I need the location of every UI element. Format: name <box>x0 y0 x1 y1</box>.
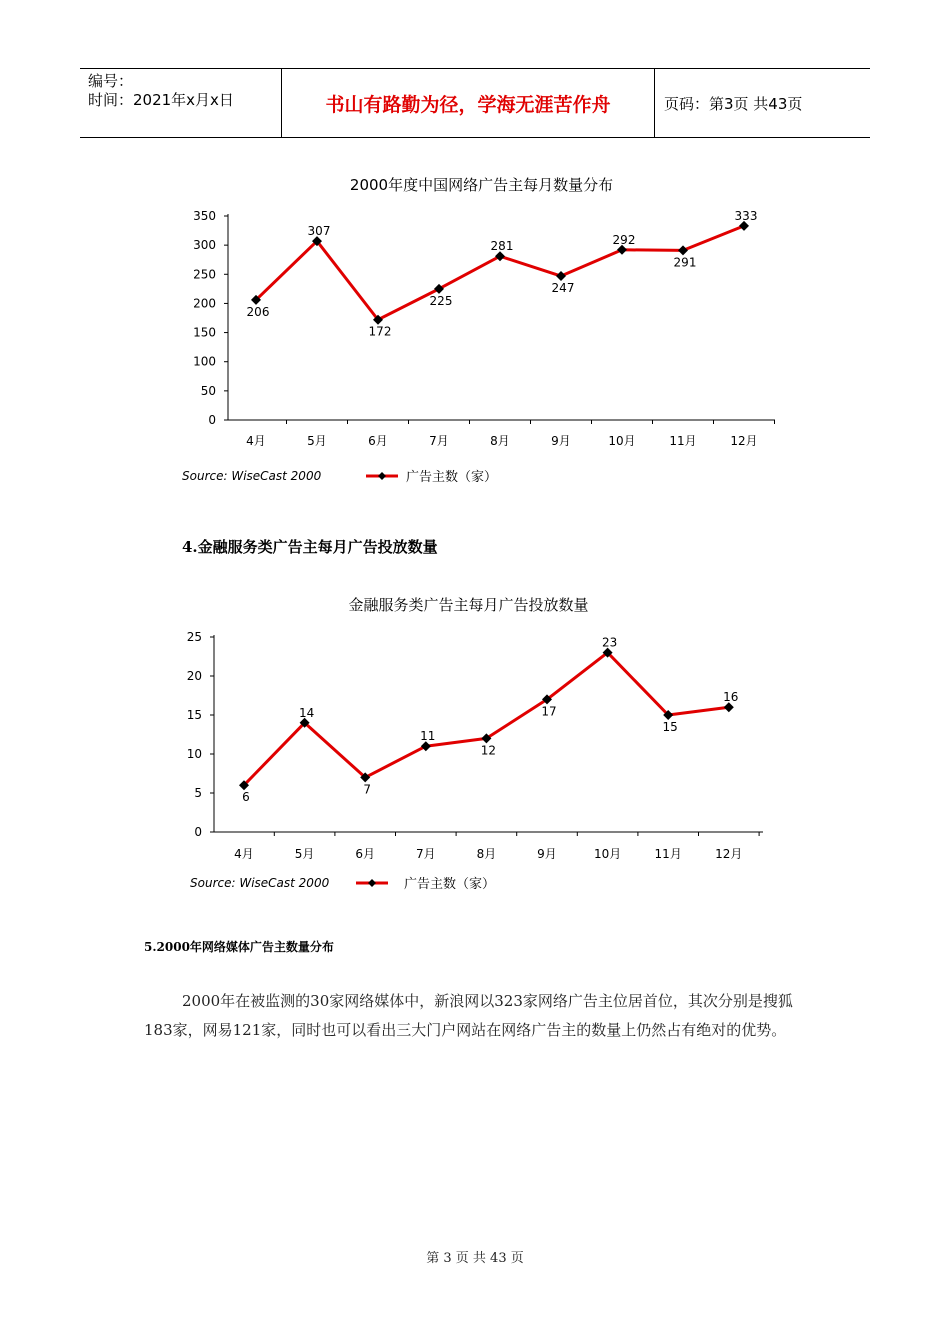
x-tick-label: 6月 <box>368 434 388 448</box>
data-label: 206 <box>246 304 270 319</box>
data-label: 6 <box>242 790 250 805</box>
body-paragraph: 2000年在被监测的30家网络媒体中，新浪网以323家网络广告主位居首位，其次分别是搜狐183家，网易121家，同时也可以看出三大门户网站在网络广告主的数量上仍然占有绝对的优势。 <box>144 992 793 1039</box>
page-header <box>80 68 870 138</box>
data-label: 12 <box>480 743 497 758</box>
header-left-cell <box>80 69 280 140</box>
x-tick-label: 4月 <box>234 847 254 861</box>
y-tick-label: 300 <box>193 238 216 253</box>
x-tick-label: 10月 <box>593 847 622 861</box>
header-motto: 书山有路勤为径，学海无涯苦作舟 <box>281 69 655 137</box>
x-tick-label: 8月 <box>490 434 510 448</box>
x-tick-label: 5月 <box>294 847 315 861</box>
data-point-marker <box>556 271 566 281</box>
y-tick-label: 0 <box>208 413 216 427</box>
x-tick-label: 12月 <box>730 434 758 448</box>
y-tick-label: 20 <box>186 669 202 683</box>
y-tick-label: 50 <box>200 383 216 398</box>
header-page-info: 页码：第3页 共43页 <box>664 94 803 113</box>
data-point-marker <box>678 245 688 255</box>
chart-source: Source: WiseCast 2000 <box>182 469 322 483</box>
legend-label: 广告主数（家） <box>406 470 498 485</box>
x-tick-label: 7月 <box>415 847 436 861</box>
legend-label: 广告主数（家） <box>404 877 496 892</box>
x-tick-label: 8月 <box>476 847 497 861</box>
data-label: 281 <box>490 239 514 254</box>
data-label: 172 <box>368 324 392 339</box>
y-tick-label: 150 <box>193 325 216 340</box>
x-tick-label: 12月 <box>715 847 743 861</box>
data-label: 307 <box>307 224 331 239</box>
data-label: 14 <box>298 705 315 720</box>
y-tick-label: 15 <box>186 708 202 722</box>
time-label: 时间：2021年x月x日 <box>88 91 234 109</box>
section-5-heading: 5.2000年网络媒体广告主数量分布 <box>144 940 334 954</box>
x-tick-label: 5月 <box>307 434 327 448</box>
data-label: 225 <box>429 293 453 308</box>
chart-source: Source: WiseCast 2000 <box>190 876 330 890</box>
y-tick-label: 10 <box>186 747 202 761</box>
y-tick-label: 5 <box>194 786 202 800</box>
chart-financial-advertisers-svg <box>0 582 950 902</box>
y-tick-label: 25 <box>186 630 202 644</box>
x-tick-label: 9月 <box>551 434 571 448</box>
legend-marker <box>368 879 376 887</box>
x-tick-label: 10月 <box>608 434 636 448</box>
data-label: 7 <box>363 782 372 797</box>
x-tick-label: 7月 <box>429 434 449 448</box>
chart-monthly-advertisers-svg <box>0 160 950 500</box>
data-label: 15 <box>662 720 678 734</box>
chart-title: 金融服务类广告主每月广告投放数量 <box>348 596 589 614</box>
serial-label: 编号： <box>88 72 134 90</box>
x-tick-label: 11月 <box>654 847 682 861</box>
y-tick-label: 0 <box>194 825 202 839</box>
x-tick-label: 6月 <box>355 847 376 861</box>
section-4-heading: 4.金融服务类广告主每月广告投放数量 <box>182 538 438 556</box>
data-label: 247 <box>551 281 575 296</box>
page-footer: 第 3 页 共 43 页 <box>426 1251 524 1266</box>
data-label: 17 <box>541 704 557 719</box>
series-line <box>244 653 729 786</box>
y-tick-label: 350 <box>193 209 216 223</box>
chart-title: 2000年度中国网络广告主每月数量分布 <box>349 176 614 194</box>
data-label: 291 <box>673 255 697 270</box>
x-tick-label: 9月 <box>537 847 557 861</box>
chart-monthly-advertisers <box>0 160 950 500</box>
data-label: 23 <box>601 635 618 650</box>
legend-marker <box>378 472 386 480</box>
chart-financial-advertisers <box>0 582 950 902</box>
y-tick-label: 100 <box>193 354 216 369</box>
x-tick-label: 11月 <box>669 434 697 448</box>
data-label: 292 <box>612 232 636 247</box>
y-tick-label: 200 <box>193 296 216 311</box>
data-label: 11 <box>420 729 436 744</box>
data-label: 16 <box>723 690 739 705</box>
y-tick-label: 250 <box>193 267 216 282</box>
x-tick-label: 4月 <box>246 434 266 448</box>
data-label: 333 <box>734 208 758 223</box>
